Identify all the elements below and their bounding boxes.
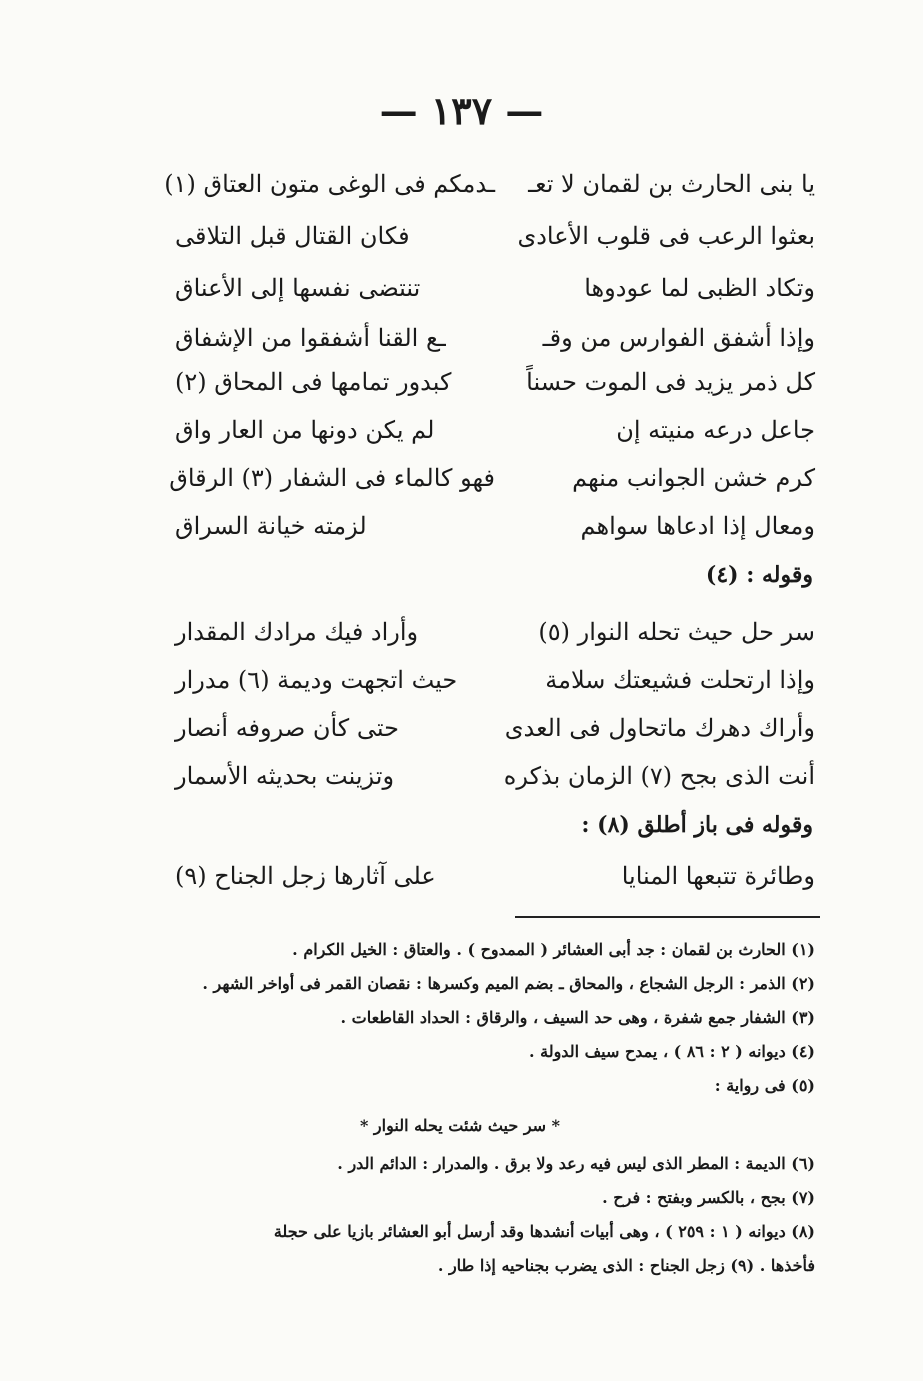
second-hemistich: ـع القنا أشفقوا من الإشفاق (175, 324, 446, 352)
first-hemistich: بعثوا الرعب فى قلوب الأعادى (517, 222, 815, 250)
footnote: (٣) الشفار جمع شفرة ، وهى حد السيف ، والرقاق : الحداد القاطعات . (340, 1008, 815, 1027)
first-hemistich: وطائرة تتبعها المنايا (621, 862, 815, 890)
first-hemistich: سر حل حيث تحله النوار (٥) (538, 618, 815, 646)
footnote-variant-verse: * سر حيث شئت يحله النوار * (359, 1116, 560, 1135)
second-hemistich: فكان القتال قبل التلاقى (175, 222, 410, 250)
verse-line (175, 654, 815, 706)
footnote: (١) الحارث بن لقمان : جد أبى العشائر ( الممدوح ) . والعتاق : الخيل الكرام . (292, 940, 815, 959)
footnote-separator (515, 916, 820, 918)
first-hemistich: كل ذمر يزيد فى الموت حسناً (526, 368, 815, 396)
first-hemistich: وإذا ارتحلت فشيعتك سلامة (545, 666, 815, 694)
first-hemistich: وتكاد الظبى لما عودوها (584, 274, 815, 302)
first-hemistich: وأراك دهرك ماتحاول فى العدى (504, 714, 815, 742)
verse-line (175, 404, 815, 456)
first-hemistich: وإذا أشفق الفوارس من وقـ (542, 324, 815, 352)
second-hemistich: تنتضى نفسها إلى الأعناق (175, 274, 421, 302)
poem-intro: وقوله فى باز أطلق (٨) : (581, 812, 813, 838)
first-hemistich: أنت الذى بجح (٧) الزمان بذكره (503, 762, 815, 790)
footnote: فأخذها . (٩) زجل الجناح : الذى يضرب بجناحيه إذا طار . (437, 1256, 815, 1275)
first-hemistich: يا بنى الحارث بن لقمان لا تعـ (528, 170, 815, 198)
second-hemistich: وتزينت بحديثه الأسمار (175, 762, 395, 790)
footnote: (٨) ديوانه ( ١ : ٢٥٩ ) ، وهى أبيات أنشدها وقد أرسل أبو العشائر بازيا على حجلة (273, 1222, 815, 1241)
second-hemistich: على آثارها زجل الجناح (٩) (175, 862, 436, 890)
second-hemistich: لزمته خيانة السراق (175, 512, 367, 540)
second-hemistich: حتى كأن صروفه أنصار (175, 714, 399, 742)
footnote: (٢) الذمر : الرجل الشجاع ، والمحاق ـ بضم الميم وكسرها : نقصان القمر فى أواخر الشهر . (202, 974, 815, 993)
second-hemistich: لم يكن دونها من العار واق (175, 416, 435, 444)
verse-line (175, 500, 815, 552)
verse-line (175, 850, 815, 902)
verse-line (175, 356, 815, 408)
verse-line (169, 452, 815, 504)
verse-line (164, 158, 815, 210)
second-hemistich: كبدور تمامها فى المحاق (٢) (175, 368, 452, 396)
verse-line (175, 702, 815, 754)
second-hemistich: وأراد فيك مرادك المقدار (175, 618, 419, 646)
footnote: (٦) الديمة : المطر الذى ليس فيه رعد ولا برق . والمدرار : الدائم الدر . (337, 1154, 815, 1173)
second-hemistich: حيث اتجهت وديمة (٦) مدرار (175, 666, 458, 694)
verse-line (175, 262, 815, 314)
first-hemistich: ومعال إذا ادعاها سواهم (580, 512, 815, 540)
footnote: (٥) فى رواية : (714, 1076, 815, 1095)
footnote: (٤) ديوانه ( ٢ : ٨٦ ) ، يمدح سيف الدولة . (528, 1042, 815, 1061)
verse-line (175, 750, 815, 802)
first-hemistich: جاعل درعه منيته إن (616, 416, 815, 444)
verse-line (175, 606, 815, 658)
second-hemistich: ـدمكم فى الوغى متون العتاق (١) (164, 170, 495, 198)
poem-intro: وقوله : (٤) (705, 562, 813, 588)
page-number: — ١٣٧ — (379, 88, 544, 133)
second-hemistich: فهو كالماء فى الشفار (٣) الرقاق (169, 464, 495, 492)
footnote: (٧) بجح ، بالكسر وبفتح : فرح . (602, 1188, 815, 1207)
first-hemistich: كرم خشن الجوانب منهم (572, 464, 815, 492)
verse-line (175, 210, 815, 262)
